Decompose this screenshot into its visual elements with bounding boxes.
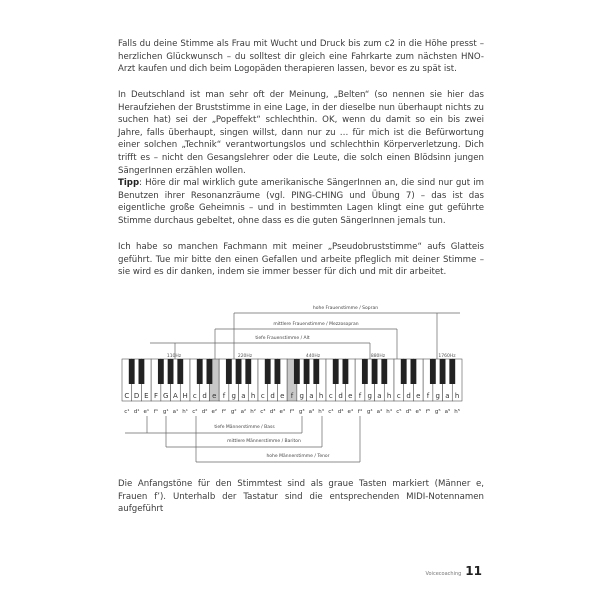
key-label: E xyxy=(144,392,149,400)
paragraph-caption: Die Anfangstöne für den Stimmtest sind als graue Tasten markiert (Männer e, Frauen f’). Unterhalb der Tastatur sind die entsprechenden MIDI-Notennamen aufgeführt xyxy=(118,479,484,515)
midi-note-label: a³ xyxy=(308,409,315,415)
midi-note-label: e² xyxy=(211,409,218,415)
midi-note-label: e⁴ xyxy=(347,409,354,415)
range-label-men: tiefe Männerstimme / Bass xyxy=(214,425,275,430)
midi-note-label: a¹ xyxy=(172,409,179,415)
midi-note-label: a⁵ xyxy=(444,409,451,415)
black-key xyxy=(313,359,319,384)
black-key xyxy=(129,359,135,384)
key-label: d xyxy=(338,392,343,400)
key-label: f xyxy=(358,392,362,400)
black-key xyxy=(168,359,174,384)
key-label: g xyxy=(299,392,304,400)
midi-note-label: e³ xyxy=(279,409,286,415)
midi-note-label: f² xyxy=(221,409,227,415)
midi-note-label: g⁵ xyxy=(434,409,441,415)
key-label: d xyxy=(202,392,207,400)
midi-note-label: h² xyxy=(250,409,256,415)
paragraph-intro: Falls du deine Stimme als Frau mit Wucht und Druck bis zum c2 in die Höhe presst – herzlichen Glückwunsch – du solltest dir gleich eine Fahrkarte zum nächsten HNO-Arzt kaufen und dich beim Logopäden therapieren lassen, bevor es zu spät ist. xyxy=(118,39,484,75)
black-key xyxy=(449,359,455,384)
midi-note-label: h⁴ xyxy=(386,409,392,415)
black-key xyxy=(177,359,183,384)
frequency-label: 220Hz xyxy=(237,354,253,359)
key-label: f xyxy=(426,392,430,400)
key-label: a xyxy=(241,392,246,400)
midi-note-label: c² xyxy=(192,409,198,415)
key-label: d xyxy=(270,392,275,400)
midi-note-label: f⁴ xyxy=(357,409,363,415)
midi-note-label: f⁵ xyxy=(425,409,431,415)
key-label: C xyxy=(124,392,130,400)
black-key xyxy=(333,359,339,384)
key-label: A xyxy=(173,392,178,400)
midi-note-label: d⁴ xyxy=(337,409,344,415)
key-label: g xyxy=(231,392,236,400)
midi-note-label: f¹ xyxy=(153,409,159,415)
black-key xyxy=(245,359,251,384)
key-label: a xyxy=(377,392,382,400)
black-key xyxy=(197,359,203,384)
midi-note-label: a² xyxy=(240,409,247,415)
key-label: c xyxy=(192,392,197,400)
midi-note-label: d⁵ xyxy=(405,409,412,415)
tipp-text: : Höre dir mal wirklich gute amerikanische SängerInnen an, die sind nur gut im Benutzen ihrer Resonanzräume (vgl. PING-CHING und Übung 7) – das ist das eigentliche große Geheimnis – und in bestimmten Lagen klingt eine gut geführte Stimme durchaus gebeltet, ohne dass es die guten SängerInnen jemals tun. xyxy=(118,178,484,226)
midi-note-label: g² xyxy=(230,409,237,415)
key-label: f xyxy=(222,392,226,400)
key-label: F xyxy=(153,392,159,400)
midi-note-label: f³ xyxy=(289,409,295,415)
key-label: a xyxy=(309,392,314,400)
paragraph-pseudobruststimme: Ich habe so manchen Fachmann mit meiner „Pseudobruststimme“ aufs Glatteis geführt. Tue mir bitte den einen Gefallen und arbeite pfleglich mit deiner Stimme – sie wird es dir danken, indem sie immer besser für dich und mit dir arbeitet. xyxy=(118,242,484,278)
key-label: c xyxy=(260,392,265,400)
key-label: h xyxy=(318,392,324,400)
black-key xyxy=(440,359,446,384)
tipp-label: Tipp xyxy=(118,178,140,188)
midi-note-label: c¹ xyxy=(124,409,130,415)
midi-note-label: c⁵ xyxy=(396,409,402,415)
black-key xyxy=(430,359,436,384)
black-key xyxy=(275,359,281,384)
key-label: h xyxy=(454,392,460,400)
key-label: H xyxy=(182,392,188,400)
black-key xyxy=(294,359,300,384)
black-key xyxy=(207,359,213,384)
midi-note-label: g⁴ xyxy=(366,409,373,415)
key-label: e xyxy=(416,392,421,400)
range-label-women: tiefe Frauenstimme / Alt xyxy=(255,336,310,341)
page-number: 11 xyxy=(465,564,482,578)
range-label-women: hohe Frauenstimme / Sopran xyxy=(312,306,379,311)
midi-note-label: e⁵ xyxy=(415,409,422,415)
frequency-label: 440Hz xyxy=(305,354,321,359)
key-label: h xyxy=(250,392,256,400)
midi-note-label: g¹ xyxy=(162,409,169,415)
black-key xyxy=(236,359,242,384)
black-key xyxy=(139,359,145,384)
key-label: c xyxy=(396,392,401,400)
range-label-men: hohe Männerstimme / Tenor xyxy=(266,454,330,459)
black-key xyxy=(372,359,378,384)
midi-note-label: h¹ xyxy=(182,409,188,415)
page-footer xyxy=(425,564,482,578)
key-label: g xyxy=(435,392,440,400)
range-label-women: mittlere Frauenstimme / Mezzosopran xyxy=(273,322,359,327)
midi-note-label: c⁴ xyxy=(328,409,334,415)
key-label: g xyxy=(367,392,372,400)
black-key xyxy=(158,359,164,384)
key-label: c xyxy=(328,392,333,400)
key-label: f xyxy=(290,392,294,400)
black-key xyxy=(304,359,310,384)
black-key xyxy=(265,359,271,384)
range-label-men: mittlere Männerstimme / Bariton xyxy=(227,439,301,444)
midi-note-label: h³ xyxy=(318,409,324,415)
key-label: e xyxy=(212,392,217,400)
black-key xyxy=(401,359,407,384)
key-label: e xyxy=(348,392,353,400)
frequency-label: 110Hz xyxy=(166,354,182,359)
black-key xyxy=(381,359,387,384)
key-label: d xyxy=(406,392,411,400)
frequency-label: 880Hz xyxy=(370,354,386,359)
frequency-label: 1760Hz xyxy=(438,354,456,359)
midi-note-label: d¹ xyxy=(133,409,140,415)
midi-note-label: d³ xyxy=(269,409,276,415)
black-key xyxy=(411,359,417,384)
key-label: a xyxy=(445,392,450,400)
midi-note-label: e¹ xyxy=(143,409,150,415)
key-label: h xyxy=(386,392,392,400)
key-label: D xyxy=(133,392,140,400)
black-key xyxy=(362,359,368,384)
black-key xyxy=(343,359,349,384)
paragraph-belten: In Deutschland ist man sehr oft der Meinung, „Belten“ (so nennen sie hier das Heraufziehen der Bruststimme in eine Lage, in der dieselbe nun überhaupt nichts zu suchen hat) sei der „Popeffekt“ schlechthin. OK, wenn du damit so ein bis zwei Jahre, falls überhaupt, singen willst, dann nur zu … für mich ist die Befürwortung einer solchen „Technik“ verantwortungslos und schlechthin Körperverletzung. Dich trifft es – nicht den Gesangslehrer oder die Leute, die solch einen Blödsinn jungen SängerInnen erzählen wollen. xyxy=(118,90,484,176)
midi-note-label: g³ xyxy=(298,409,305,415)
midi-note-label: d² xyxy=(201,409,208,415)
key-label: e xyxy=(280,392,285,400)
black-key xyxy=(226,359,232,384)
midi-note-label: a⁴ xyxy=(376,409,383,415)
midi-note-label: c³ xyxy=(260,409,266,415)
midi-note-label: h⁵ xyxy=(454,409,460,415)
footer-label: Voicecoaching xyxy=(425,571,462,577)
key-label: G xyxy=(162,392,169,400)
